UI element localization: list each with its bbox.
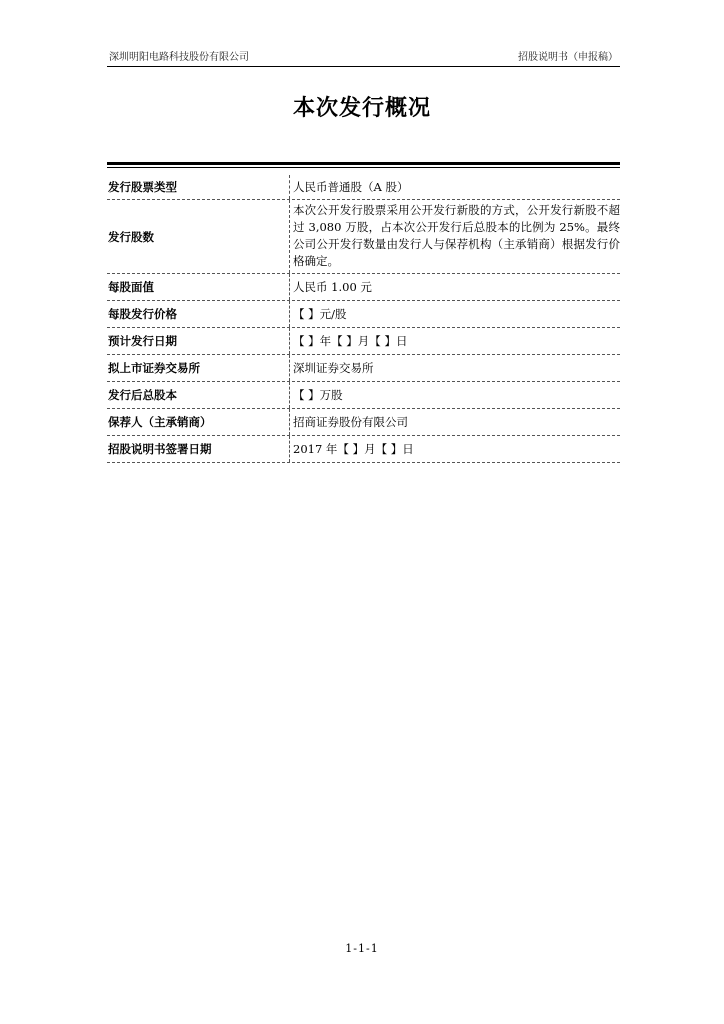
row-value: 人民币普通股（A 股） [289, 175, 620, 199]
table-row [107, 200, 620, 274]
table-row [107, 274, 620, 301]
row-value: 【 】元/股 [289, 301, 620, 327]
table-row [107, 409, 620, 436]
row-label: 拟上市证券交易所 [108, 361, 200, 375]
row-label: 保荐人（主承销商） [108, 415, 212, 429]
page-header [107, 50, 620, 67]
table-row [107, 301, 620, 328]
row-value: 深圳证券交易所 [289, 355, 620, 381]
row-label: 招股说明书签署日期 [108, 442, 212, 456]
table-row [107, 175, 620, 200]
row-label: 发行股票类型 [108, 180, 177, 194]
table-row [107, 328, 620, 355]
table-row [107, 436, 620, 463]
document-type: 招股说明书（申报稿） [518, 52, 618, 63]
page-number: 1-1-1 [345, 942, 379, 955]
row-label: 发行后总股本 [108, 388, 177, 402]
page-title: 本次发行概况 [292, 96, 431, 121]
row-label: 每股发行价格 [108, 307, 177, 321]
row-value: 本次公开发行股票采用公开发行新股的方式，公开发行新股不超过 3,080 万股，占本次公开发行后总股本的比例为 25%。最终公司公开发行数量由发行人与保荐机构（主承销商）根据发行价格确定。 [289, 200, 620, 273]
row-label: 预计发行日期 [108, 334, 177, 348]
title-rule-thin [107, 167, 620, 168]
row-value: 招商证券股份有限公司 [289, 409, 620, 435]
row-label: 每股面值 [108, 280, 154, 294]
title-rule-thick [107, 162, 620, 165]
row-value: 【 】年【 】月【 】日 [289, 328, 620, 354]
row-value: 2017 年【 】月【 】日 [289, 436, 620, 462]
row-value: 【 】万股 [289, 382, 620, 408]
company-name: 深圳明阳电路科技股份有限公司 [109, 52, 249, 63]
row-value: 人民币 1.00 元 [289, 274, 620, 300]
offering-summary-table [107, 175, 620, 463]
row-label: 发行股数 [108, 229, 154, 244]
table-row [107, 382, 620, 409]
table-row [107, 355, 620, 382]
